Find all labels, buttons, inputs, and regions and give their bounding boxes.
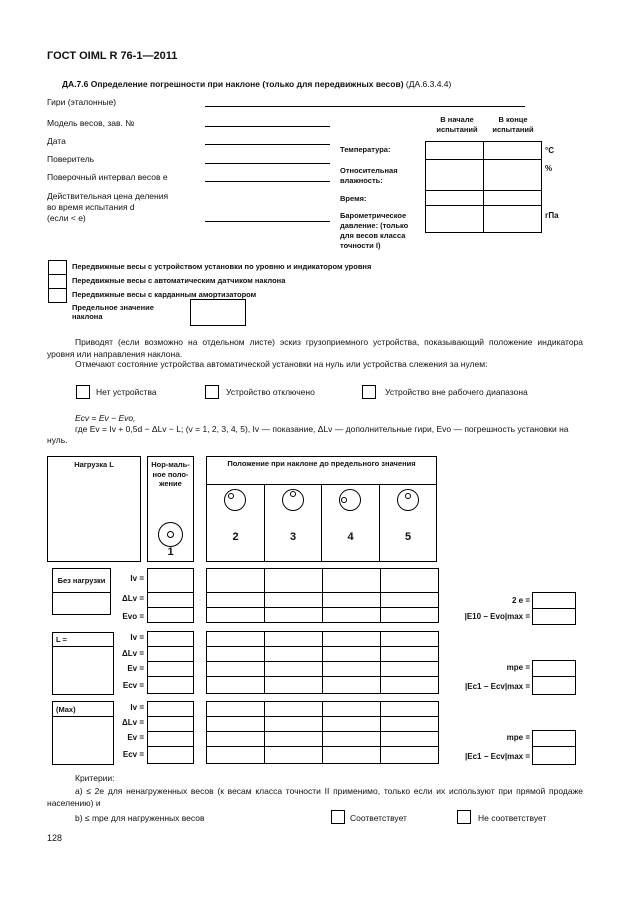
group3-tilt-cell[interactable]	[323, 702, 381, 717]
group3-row-3-label: Ev =	[127, 733, 144, 742]
group1-tilt-cell[interactable]	[381, 593, 439, 608]
group2-tilt-cell[interactable]	[323, 632, 381, 647]
formula-line-1: Eсv = Ev − Evo,	[75, 413, 136, 423]
zero-option-none-label: Нет устройства	[96, 387, 157, 397]
field-model-label: Модель весов, зав. №	[47, 118, 135, 128]
group2-row-1-label: Iv =	[130, 633, 144, 642]
cond-temp-unit: °С	[545, 146, 554, 155]
group3-row-4-label: Ecv =	[122, 750, 144, 759]
position-4-cell	[322, 485, 380, 562]
group3-tilt-cell[interactable]	[207, 732, 265, 747]
scale-type-checkbox-3[interactable]	[49, 289, 67, 303]
zero-option-out-label: Устройство вне рабочего диапазона	[385, 387, 528, 397]
group3-tilt-cell[interactable]	[265, 717, 323, 732]
group2-row-3-label: Ev =	[127, 664, 144, 673]
group3-normal-cell-1[interactable]	[148, 702, 194, 717]
group2-title-box	[52, 632, 114, 695]
group3-result-cell-1[interactable]	[533, 731, 576, 747]
section-heading	[62, 79, 451, 89]
cond-hum-label: Относительная влажность:	[340, 166, 398, 185]
group2-normal-cell-4[interactable]	[148, 677, 194, 694]
table-load-header-text: Нагрузка L	[74, 460, 114, 469]
table-tilt-header	[206, 456, 437, 562]
field-division-label-2: во время испытания d	[47, 202, 135, 212]
group3-tilt-cell[interactable]	[381, 702, 439, 717]
zero-option-off-checkbox[interactable]	[205, 385, 219, 399]
position-3-icon	[282, 489, 304, 511]
group3-title: (Max)	[56, 704, 76, 714]
group3-result-cells	[532, 730, 576, 765]
scale-type-option-2: Передвижные весы с автоматическим датчиком наклона	[72, 276, 286, 285]
group1-result-cell-1[interactable]	[533, 593, 576, 609]
group2-result-cell-1[interactable]	[533, 661, 576, 677]
position-1-number: 1	[167, 546, 174, 558]
group2-normal-cell-1[interactable]	[148, 632, 194, 647]
group3-title-box	[52, 701, 114, 765]
group1-tilt-cell[interactable]	[381, 569, 439, 593]
group3-tilt-cell[interactable]	[207, 702, 265, 717]
group1-result-cell-2[interactable]	[533, 609, 576, 625]
group2-tilt-cell[interactable]	[207, 647, 265, 662]
group3-tilt-cell[interactable]	[323, 747, 381, 764]
zero-option-none-checkbox[interactable]	[76, 385, 90, 399]
group2-right-1-label: mpe =	[506, 663, 530, 672]
group2-tilt-cell[interactable]	[381, 647, 439, 662]
limit-tilt-label: Предельное значение наклона	[72, 303, 154, 321]
group2-row-2-label: ΔLv =	[122, 649, 144, 658]
group3-result-cell-2[interactable]	[533, 747, 576, 765]
group1-normal-cells	[147, 568, 194, 623]
position-3-number: 3	[289, 531, 297, 543]
cond-hum-unit: %	[545, 164, 553, 173]
position-5-cell	[379, 485, 437, 562]
field-division-label-3: (если < e)	[47, 213, 86, 223]
position-4-icon	[339, 489, 361, 511]
group2-title: L =	[56, 635, 67, 644]
group3-tilt-cell[interactable]	[265, 747, 323, 764]
group1-normal-cell-3[interactable]	[148, 608, 194, 623]
group2-normal-cells	[147, 631, 194, 694]
group3-right-2-label: |Ec1 − Ecv|max =	[465, 752, 530, 761]
group3-tilt-cell[interactable]	[323, 717, 381, 732]
group3-row-2-label: ΔLv =	[122, 718, 144, 727]
group1-tilt-cell[interactable]	[207, 569, 265, 593]
group1-tilt-cell[interactable]	[323, 569, 381, 593]
group2-tilt-cell[interactable]	[381, 632, 439, 647]
group1-tilt-cell[interactable]	[381, 608, 439, 623]
fail-checkbox[interactable]	[457, 810, 471, 824]
group2-result-cell-2[interactable]	[533, 677, 576, 695]
cond-press-label: Барометрическое давление: (только для весов класса точности I)	[340, 211, 409, 250]
group1-tilt-cell[interactable]	[207, 608, 265, 623]
cond-temp-label: Температура:	[340, 145, 391, 154]
group2-tilt-cell[interactable]	[207, 677, 265, 694]
scale-type-checkboxes	[48, 260, 67, 303]
pass-label: Соответствует	[350, 813, 407, 823]
group2-result-cells	[532, 660, 576, 695]
group3-tilt-cell[interactable]	[207, 747, 265, 764]
table-normal-header	[147, 456, 194, 562]
group3-normal-cell-2[interactable]	[148, 717, 194, 732]
table-tilt-header-text: Положение при наклоне до предельного значения	[227, 459, 416, 468]
cond-time-end[interactable]	[484, 191, 542, 206]
group1-normal-cell-2[interactable]	[148, 593, 194, 608]
limit-tilt-box[interactable]	[190, 299, 246, 326]
group3-tilt-cell[interactable]	[381, 732, 439, 747]
group1-title-box	[52, 568, 111, 615]
field-weights-line[interactable]	[205, 106, 525, 107]
table-normal-header-text: Нор-маль-ное поло-жение	[151, 460, 190, 488]
group1-row-3-label: Evo =	[122, 612, 144, 621]
table-load-header	[47, 456, 141, 562]
paragraph-sketch: Приводят (если возможно на отдельном листе) эскиз грузоприемного устройства, показывающий положение индикатора уровня или направления наклона.	[47, 337, 583, 359]
document-id: ГОСТ OIML R 76-1—2011	[47, 50, 178, 62]
group3-normal-cell-4[interactable]	[148, 747, 194, 764]
group2-tilt-cell[interactable]	[323, 662, 381, 677]
group3-tilt-cell[interactable]	[323, 732, 381, 747]
cond-press-unit: гПа	[545, 211, 559, 220]
group2-title-cell	[53, 633, 114, 647]
position-4-number: 4	[347, 531, 354, 543]
group2-tilt-cell[interactable]	[381, 677, 439, 694]
page-number: 128	[47, 833, 63, 843]
group2-tilt-cell[interactable]	[265, 677, 323, 694]
field-division-line[interactable]	[205, 221, 330, 222]
group3-tilt-cell[interactable]	[207, 717, 265, 732]
field-model-line[interactable]	[205, 126, 330, 127]
position-5-icon	[397, 489, 419, 511]
cond-hum-end[interactable]	[484, 160, 542, 191]
position-3-dot	[290, 491, 296, 497]
group1-right-1-label: 2 e =	[511, 596, 530, 605]
criteria-b: b) ≤ mpe для нагруженных весов	[75, 813, 205, 823]
paragraph-zero-state: Отмечают состояние устройства автоматической установки на нуль или устройства слежения за нулем:	[75, 359, 488, 369]
criteria-title: Критерии:	[75, 773, 115, 783]
group2-title-blank	[53, 647, 114, 695]
field-interval-line[interactable]	[205, 181, 330, 182]
group2-tilt-cell[interactable]	[381, 662, 439, 677]
group1-normal-cell-1[interactable]	[148, 569, 194, 593]
position-3-cell	[264, 485, 322, 562]
group3-normal-cell-3[interactable]	[148, 732, 194, 747]
group1-tilt-cell[interactable]	[265, 569, 323, 593]
table-tilt-header-cell	[207, 457, 437, 485]
pass-checkbox[interactable]	[331, 810, 345, 824]
position-2-dot	[228, 493, 234, 499]
scale-type-option-3: Передвижные весы с карданным амортизатором	[72, 290, 257, 299]
position-2-number: 2	[232, 531, 239, 543]
group1-tilt-cell[interactable]	[207, 593, 265, 608]
position-5-number: 5	[404, 531, 412, 543]
position-5-dot	[405, 493, 411, 499]
section-title: ДА.7.6 Определение погрешности при наклоне (только для передвижных весов)	[62, 79, 404, 89]
group3-row-1-label: Iv =	[130, 703, 144, 712]
group3-title-cell	[53, 702, 114, 717]
zero-option-out-checkbox[interactable]	[362, 385, 376, 399]
group2-tilt-cell[interactable]	[265, 632, 323, 647]
group1-title: Без нагрузки	[57, 576, 106, 585]
cond-temp-start[interactable]	[426, 142, 484, 160]
group2-tilt-cells	[206, 631, 439, 694]
group2-normal-cell-3[interactable]	[148, 662, 194, 677]
field-interval-label: Поверочный интервал весов e	[47, 172, 168, 182]
field-division-label: Действительная цена деления	[47, 191, 169, 201]
cond-press-end[interactable]	[484, 206, 542, 233]
group1-tilt-cell[interactable]	[265, 608, 323, 623]
group1-row-2-label: ΔLv =	[122, 594, 144, 603]
group2-tilt-cell[interactable]	[207, 632, 265, 647]
group2-tilt-cell[interactable]	[207, 662, 265, 677]
group2-tilt-cell[interactable]	[323, 647, 381, 662]
group2-right-2-label: |Ec1 − Ecv|max =	[465, 682, 530, 691]
group3-title-blank	[53, 717, 114, 765]
group3-right-1-label: mpe =	[506, 733, 530, 742]
group1-title-blank	[53, 593, 111, 615]
field-date-label: Дата	[47, 136, 66, 146]
position-2-cell	[207, 485, 265, 562]
cond-press-start[interactable]	[426, 206, 484, 233]
group3-tilt-cells	[206, 701, 439, 764]
group3-tilt-cell[interactable]	[265, 732, 323, 747]
cond-temp-end[interactable]	[484, 142, 542, 160]
scale-type-checkbox-2[interactable]	[49, 275, 67, 289]
group1-tilt-cell[interactable]	[265, 593, 323, 608]
fail-label: Не соответствует	[478, 813, 547, 823]
scale-type-checkbox-1[interactable]	[49, 261, 67, 275]
group1-tilt-cells	[206, 568, 439, 623]
position-1-dot	[167, 531, 174, 538]
group3-tilt-cell[interactable]	[381, 747, 439, 764]
section-ref: (ДА.6.3.4.4)	[405, 79, 452, 89]
group3-normal-cells	[147, 701, 194, 764]
cond-col-start: В начале испытаний	[436, 115, 478, 134]
group2-tilt-cell[interactable]	[265, 662, 323, 677]
position-1-icon	[158, 522, 183, 547]
group3-tilt-cell[interactable]	[381, 717, 439, 732]
group2-tilt-cell[interactable]	[265, 647, 323, 662]
group1-right-2-label: |E10 − Evo|max =	[464, 612, 530, 621]
scale-type-option-1: Передвижные весы с устройством установки по уровню и индикатором уровня	[72, 262, 372, 271]
group1-title-cell	[53, 569, 111, 593]
cond-hum-start[interactable]	[426, 160, 484, 191]
group1-tilt-cell[interactable]	[323, 608, 381, 623]
field-date-line[interactable]	[205, 144, 330, 145]
group2-normal-cell-2[interactable]	[148, 647, 194, 662]
field-weights-label: Гири (эталонные)	[47, 97, 117, 107]
cond-time-start[interactable]	[426, 191, 484, 206]
group1-tilt-cell[interactable]	[323, 593, 381, 608]
cond-time-label: Время:	[340, 194, 367, 203]
formula-line-2: где Ev = Iv + 0,5d − ΔLv − L; (v = 1, 2, 3, 4, 5), Iv — показание, ΔLv — дополнительные гири, Evo — погрешность установки на нуль.	[47, 424, 569, 445]
group2-row-4-label: Ecv =	[122, 681, 144, 690]
group3-tilt-cell[interactable]	[265, 702, 323, 717]
conditions-grid	[425, 141, 542, 233]
group1-result-cells	[532, 592, 576, 625]
field-verifier-label: Поверитель	[47, 154, 95, 164]
position-2-icon	[224, 489, 246, 511]
position-4-dot	[341, 497, 347, 503]
field-verifier-line[interactable]	[205, 163, 330, 164]
zero-option-off-label: Устройство отключено	[226, 387, 315, 397]
criteria-a: a) ≤ 2e для ненагруженных весов (к весам класса точности II применимо, только если их используют при прямой продаже населению) и	[47, 786, 583, 808]
group2-tilt-cell[interactable]	[323, 677, 381, 694]
cond-col-end: В конце испытаний	[492, 115, 534, 134]
group1-row-1-label: Iv =	[130, 574, 144, 583]
